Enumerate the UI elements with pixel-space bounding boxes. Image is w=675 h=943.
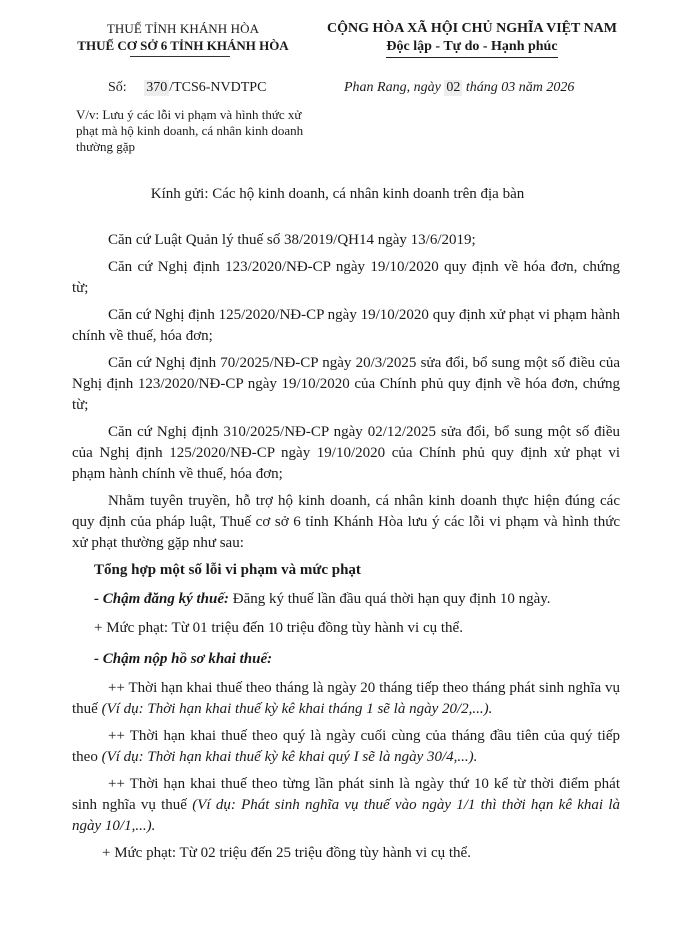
motto: Độc lập - Tự do - Hạnh phúc — [386, 38, 557, 58]
national-motto — [292, 20, 652, 58]
legal-basis-2: Căn cứ Nghị định 123/2020/NĐ-CP ngày 19/10/2020 quy định về hóa đơn, chứng từ; — [72, 259, 620, 296]
document-number — [108, 80, 266, 96]
issuing-agency — [58, 20, 308, 54]
monthly-deadline-text: ++ Thời hạn khai thuế theo tháng là ngày 20 tháng tiếp theo tháng phát sinh nghĩa vụ thuế — [72, 680, 620, 717]
issue-date — [344, 80, 574, 96]
section-heading: Tổng hợp một số lỗi vi phạm và mức phạt — [94, 562, 361, 578]
purpose-paragraph: Nhằm tuyên truyền, hỗ trợ hộ kinh doanh, cá nhân kinh doanh thực hiện đúng các quy định của pháp luật, Thuế cơ sở 6 tỉnh Khánh Hòa lưu ý các lỗi vi phạm và hình thức xử phạt thường gặp như sau: — [72, 493, 620, 551]
date-day: 02 — [446, 80, 461, 95]
late-registration-label: - Chậm đăng ký thuế: — [94, 591, 230, 607]
document-subject: V/v: Lưu ý các lỗi vi phạm và hình thức xử phạt mà hộ kinh doanh, cá nhân kinh doanh thường gặp — [76, 107, 304, 154]
quarterly-deadline — [72, 726, 620, 768]
document-number-value: 370 — [146, 80, 168, 95]
per-occurrence-example: (Ví dụ: Phát sinh nghĩa vụ thuế vào ngày 1/1 thì thời hạn kê khai là ngày 10/1,...). — [72, 797, 621, 834]
monthly-deadline-example: (Ví dụ: Thời hạn khai thuế kỳ kê khai tháng 1 sẽ là ngày 20/2,...). — [101, 701, 493, 717]
document-body — [72, 230, 620, 874]
per-occurrence-text: ++ Thời hạn khai thuế theo từng lần phát sinh là ngày thứ 10 kể từ thời điểm phát sinh nghĩa vụ thuế — [72, 776, 620, 813]
country-name: CỘNG HÒA XÃ HỘI CHỦ NGHĨA VIỆT NAM — [326, 21, 617, 36]
legal-basis-5: Căn cứ Nghị định 310/2025/NĐ-CP ngày 02/12/2025 sửa đổi, bổ sung một số điều của Nghị định 125/2020/NĐ-CP ngày 19/10/2020 của Chính phủ quy định xử phạt vi phạm hành chính về thuế, hóa đơn; — [72, 424, 620, 482]
monthly-deadline — [72, 678, 620, 720]
date-suffix: tháng 03 năm 2026 — [465, 80, 575, 95]
quarterly-deadline-text: ++ Thời hạn khai thuế theo quý là ngày cuối cùng của tháng đầu tiên của quý tiếp theo — [72, 728, 620, 765]
late-filing-penalty: + Mức phạt: Từ 02 triệu đến 25 triệu đồng tùy hành vi cụ thể. — [102, 845, 471, 861]
date-prefix: Phan Rang, ngày — [344, 80, 441, 95]
recipient-line: Kính gửi: Các hộ kinh doanh, cá nhân kinh doanh trên địa bàn — [150, 186, 525, 202]
late-registration-text: Đăng ký thuế lần đầu quá thời hạn quy định 10 ngày. — [229, 591, 551, 607]
legal-basis-4: Căn cứ Nghị định 70/2025/NĐ-CP ngày 20/3/2025 sửa đổi, bổ sung một số điều của Nghị định 123/2020/NĐ-CP ngày 19/10/2020 của Chính phủ quy định về hóa đơn, chứng từ; — [72, 355, 620, 413]
parent-agency-name: THUẾ TỈNH KHÁNH HÒA — [106, 21, 260, 36]
agency-name: THUẾ CƠ SỞ 6 TỈNH KHÁNH HÒA — [77, 38, 289, 53]
legal-basis-3: Căn cứ Nghị định 125/2020/NĐ-CP ngày 19/10/2020 quy định xử phạt vi phạm hành chính về thuế, hóa đơn; — [72, 307, 620, 344]
late-filing-item — [72, 649, 620, 670]
quarterly-deadline-example: (Ví dụ: Thời hạn khai thuế kỳ kê khai quý I sẽ là ngày 30/4,...). — [101, 749, 478, 765]
late-registration-item — [72, 589, 620, 610]
late-filing-label: - Chậm nộp hồ sơ khai thuế: — [94, 651, 273, 667]
agency-underline — [130, 56, 230, 57]
document-number-label: Số: — [108, 80, 127, 95]
document-number-suffix: /TCS6-NVDTPC — [169, 80, 267, 95]
legal-basis-1: Căn cứ Luật Quản lý thuế số 38/2019/QH14 ngày 13/6/2019; — [108, 232, 476, 248]
per-occurrence-deadline — [72, 774, 620, 837]
late-registration-penalty: + Mức phạt: Từ 01 triệu đến 10 triệu đồng tùy hành vi cụ thể. — [94, 620, 463, 636]
